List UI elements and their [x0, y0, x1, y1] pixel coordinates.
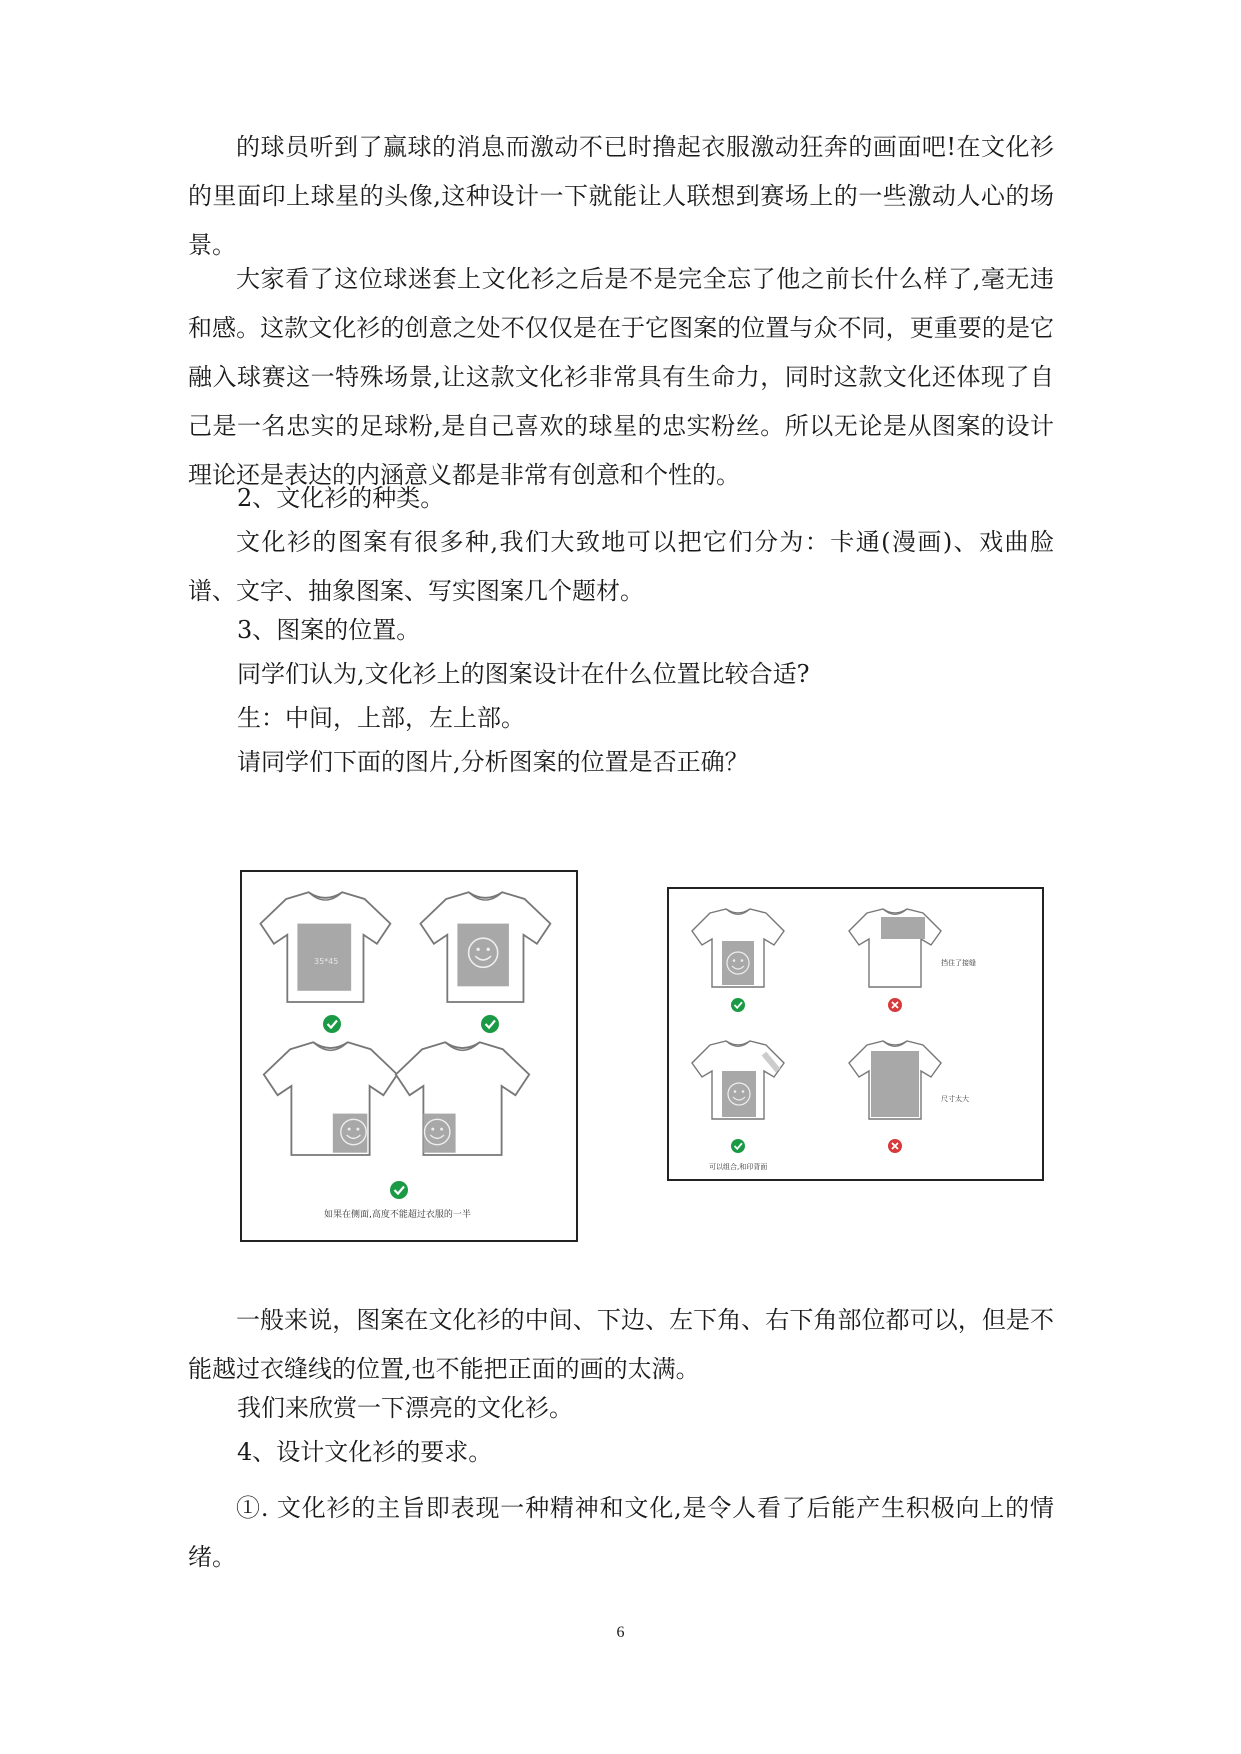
paragraph-1: 的球员听到了赢球的消息而激动不已时撸起衣服激动狂奔的画面吧!在文化衫的里面印上球星的头像,这种设计一下就能让人联想到赛场上的一些激动人心的场景。	[188, 133, 1054, 259]
check-icon	[390, 1181, 408, 1199]
tshirt-too-big	[849, 1041, 941, 1119]
figure-1-drawing	[242, 872, 576, 1240]
label-too-big: 尺寸太大	[941, 1095, 969, 1103]
paragraph-2: 大家看了这位球迷套上文化衫之后是不是完全忘了他之前长什么样了,毫无违和感。这款文化衫的创意之处不仅仅是在于它图案的位置与众不同，更重要的是它融入球赛这一特殊场景,让这款文化衫非常具有生命力，同时这款文化还体现了自己是一名忠实的足球粉,是自己喜欢的球星的忠实粉丝。所以无论是从图案的设计理论还是表达的内涵意义都是非常有创意和个性的。	[188, 265, 1054, 489]
tshirt-center-fine	[692, 909, 784, 987]
label-covered-seam: 挡住了接缝	[941, 959, 976, 967]
check-icon	[323, 1015, 341, 1033]
tshirt-wrap-sleeve	[692, 1041, 784, 1119]
answer-1: 生：中间，上部，左上部。	[237, 704, 525, 732]
paragraph-5: 我们来欣赏一下漂亮的文化衫。	[237, 1394, 573, 1422]
tshirt-center-smiley	[420, 892, 550, 1002]
figure-1-caption: 如果在侧面,高度不能超过衣服的一半	[324, 1210, 471, 1220]
check-icon	[731, 1139, 745, 1153]
figure-tshirt-positions-2	[667, 887, 1044, 1181]
page-number: 6	[616, 1624, 625, 1641]
section-heading-4: 4、设计文化衫的要求。	[237, 1438, 493, 1466]
section-heading-3: 3、图案的位置。	[237, 616, 421, 644]
tshirt-center-large	[260, 892, 390, 1002]
tshirt-lower-left	[396, 1042, 529, 1155]
section-heading-2: 2、文化衫的种类。	[237, 484, 445, 512]
paragraph-3: 文化衫的图案有很多种,我们大致地可以把它们分为：卡通(漫画)、戏曲脸谱、文字、抽象图案、写实图案几个题材。	[188, 528, 1054, 605]
cross-icon	[888, 1139, 902, 1153]
label-wrap-back: 可以组合,和印背面	[709, 1163, 768, 1171]
check-icon	[481, 1015, 499, 1033]
figure-tshirt-positions-1	[240, 870, 578, 1242]
cross-icon	[888, 998, 902, 1012]
size-label: 35*45	[314, 957, 339, 966]
question-2: 请同学们下面的图片,分析图案的位置是否正确？	[237, 748, 749, 776]
paragraph-6: ①. 文化衫的主旨即表现一种精神和文化,是令人看了后能产生积极向上的情绪。	[188, 1494, 1054, 1571]
check-icon	[731, 998, 745, 1012]
tshirt-covers-seam	[849, 909, 941, 987]
question-1: 同学们认为,文化衫上的图案设计在什么位置比较合适?	[237, 660, 810, 688]
figure-2-drawing	[669, 889, 1042, 1179]
tshirt-lower-right	[264, 1042, 397, 1155]
paragraph-4: 一般来说，图案在文化衫的中间、下边、左下角、右下角部位都可以，但是不能越过衣缝线的位置,也不能把正面的画的太满。	[188, 1306, 1054, 1383]
